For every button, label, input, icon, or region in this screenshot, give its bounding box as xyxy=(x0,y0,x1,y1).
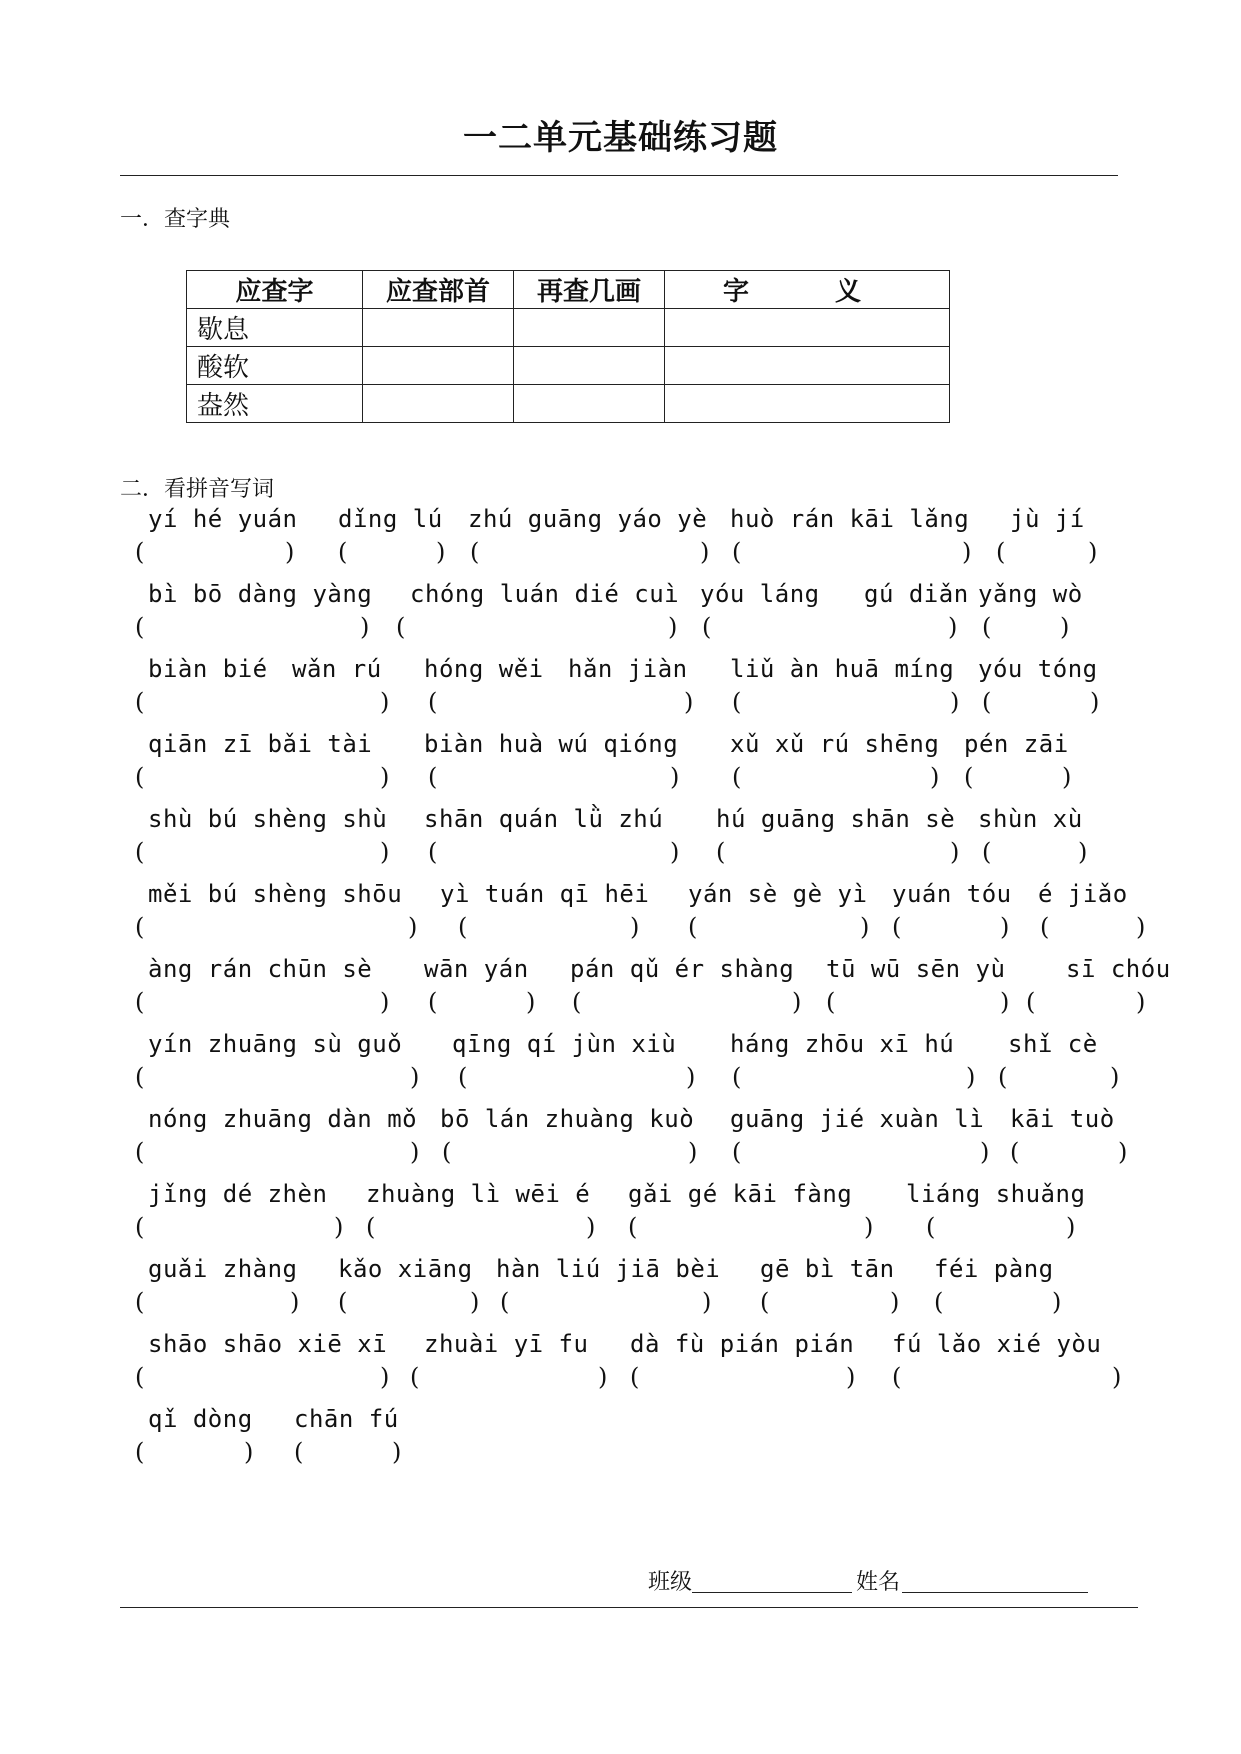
header-strokes: 再查几画 xyxy=(514,271,665,309)
pinyin-word: wān yán xyxy=(424,955,529,983)
answer-blank-open: ( xyxy=(1040,913,1050,941)
answer-blank-open: ( xyxy=(892,913,902,941)
answer-blank-close: ) xyxy=(290,1288,300,1316)
answer-blank-close: ) xyxy=(684,688,694,716)
meaning-cell[interactable] xyxy=(665,385,950,423)
header-radical: 应查部首 xyxy=(363,271,514,309)
answer-blank-open: ( xyxy=(716,838,726,866)
pinyin-word: zhuài yī fu xyxy=(424,1330,589,1358)
answer-blank-close: ) xyxy=(1078,838,1088,866)
answer-blank-open: ( xyxy=(630,1363,640,1391)
answer-blank-open: ( xyxy=(996,538,1006,566)
pinyin-word: dǐng lú xyxy=(338,505,443,533)
pinyin-word: guǎi zhàng xyxy=(148,1255,298,1283)
answer-blank-open: ( xyxy=(338,1288,348,1316)
name-label: 姓名 xyxy=(856,1570,901,1595)
pinyin-word: gē bì tān xyxy=(760,1255,895,1283)
answer-blank-close: ) xyxy=(526,988,536,1016)
pinyin-word: biàn huà wú qióng xyxy=(424,730,679,758)
answer-blank-close: ) xyxy=(686,1063,696,1091)
answer-blank-close: ) xyxy=(1136,988,1146,1016)
answer-blank-open: ( xyxy=(982,613,992,641)
answer-blank-close: ) xyxy=(948,613,958,641)
pinyin-word: gǎi gé kāi fàng xyxy=(628,1180,853,1208)
dictionary-table xyxy=(186,270,950,423)
answer-blank-open: ( xyxy=(688,913,698,941)
answer-blank-open: ( xyxy=(135,913,145,941)
radical-cell[interactable] xyxy=(363,385,514,423)
dictionary-table-header-row xyxy=(187,271,950,309)
answer-blank-open: ( xyxy=(892,1363,902,1391)
pinyin-word: hǎn jiàn xyxy=(568,655,688,683)
answer-blank-close: ) xyxy=(380,763,390,791)
pinyin-word: zhuàng lì wēi é xyxy=(366,1180,591,1208)
answer-blank-open: ( xyxy=(135,1063,145,1091)
pinyin-word: zhú guāng yáo yè xyxy=(468,505,708,533)
word-cell: 歇息 xyxy=(187,309,363,347)
answer-blank-close: ) xyxy=(630,913,640,941)
answer-blank-open: ( xyxy=(135,763,145,791)
answer-blank-open: ( xyxy=(1010,1138,1020,1166)
pinyin-word: fú lǎo xié yòu xyxy=(892,1330,1102,1358)
pinyin-word: tū wū sēn yù xyxy=(826,955,1006,983)
answer-blank-open: ( xyxy=(732,1063,742,1091)
answer-blank-close: ) xyxy=(598,1363,608,1391)
pinyin-word: yán sè gè yì xyxy=(688,880,868,908)
answer-blank-close: ) xyxy=(962,538,972,566)
answer-blank-open: ( xyxy=(338,538,348,566)
answer-blank-open: ( xyxy=(760,1288,770,1316)
pinyin-word: shùn xù xyxy=(978,805,1083,833)
class-blank-line[interactable] xyxy=(692,1592,852,1593)
answer-blank-open: ( xyxy=(135,1138,145,1166)
pinyin-word: měi bú shèng shōu xyxy=(148,880,403,908)
answer-blank-close: ) xyxy=(1136,913,1146,941)
answer-blank-close: ) xyxy=(950,688,960,716)
answer-blank-open: ( xyxy=(135,1288,145,1316)
answer-blank-close: ) xyxy=(408,913,418,941)
answer-blank-open: ( xyxy=(732,538,742,566)
pinyin-word: háng zhōu xī hú xyxy=(730,1030,955,1058)
pinyin-word: pén zāi xyxy=(964,730,1069,758)
answer-blank-close: ) xyxy=(890,1288,900,1316)
pinyin-word: liǔ àn huā míng xyxy=(730,655,955,683)
answer-blank-close: ) xyxy=(1000,988,1010,1016)
pinyin-word: yóu tóng xyxy=(978,655,1098,683)
answer-blank-close: ) xyxy=(1088,538,1098,566)
pinyin-word: dà fù pián pián xyxy=(630,1330,855,1358)
pinyin-word: pán qǔ ér shàng xyxy=(570,955,795,983)
meaning-cell[interactable] xyxy=(665,347,950,385)
answer-blank-close: ) xyxy=(1112,1363,1122,1391)
answer-blank-close: ) xyxy=(586,1213,596,1241)
answer-blank-open: ( xyxy=(458,913,468,941)
strokes-cell[interactable] xyxy=(514,385,665,423)
answer-blank-open: ( xyxy=(428,838,438,866)
pinyin-word: kāi tuò xyxy=(1010,1105,1115,1133)
answer-blank-close: ) xyxy=(392,1438,402,1466)
answer-blank-close: ) xyxy=(668,613,678,641)
pinyin-word: yí hé yuán xyxy=(148,505,298,533)
section-pinyin-heading: 二．看拼音写词 xyxy=(120,477,275,502)
pinyin-word: bì bō dàng yàng xyxy=(148,580,373,608)
pinyin-word: qīng qí jùn xiù xyxy=(452,1030,677,1058)
answer-blank-open: ( xyxy=(294,1438,304,1466)
answer-blank-close: ) xyxy=(380,988,390,1016)
pinyin-word: àng rán chūn sè xyxy=(148,955,373,983)
answer-blank-open: ( xyxy=(470,538,480,566)
answer-blank-close: ) xyxy=(670,763,680,791)
answer-blank-close: ) xyxy=(1066,1213,1076,1241)
answer-blank-close: ) xyxy=(1110,1063,1120,1091)
pinyin-word: liáng shuǎng xyxy=(906,1180,1086,1208)
answer-blank-open: ( xyxy=(428,988,438,1016)
answer-blank-close: ) xyxy=(1090,688,1100,716)
pinyin-word: jǐng dé zhèn xyxy=(148,1180,328,1208)
answer-blank-close: ) xyxy=(950,838,960,866)
answer-blank-close: ) xyxy=(1118,1138,1128,1166)
answer-blank-close: ) xyxy=(380,688,390,716)
answer-blank-open: ( xyxy=(732,688,742,716)
pinyin-word: qiān zī bǎi tài xyxy=(148,730,373,758)
answer-blank-close: ) xyxy=(702,1288,712,1316)
section-dictionary-heading: 一．查字典 xyxy=(120,207,231,232)
answer-blank-open: ( xyxy=(135,988,145,1016)
answer-blank-close: ) xyxy=(380,1363,390,1391)
answer-blank-close: ) xyxy=(380,838,390,866)
answer-blank-close: ) xyxy=(688,1138,698,1166)
pinyin-word: yǎng wò xyxy=(978,580,1083,608)
answer-blank-open: ( xyxy=(135,688,145,716)
answer-blank-open: ( xyxy=(628,1213,638,1241)
answer-blank-open: ( xyxy=(500,1288,510,1316)
answer-blank-open: ( xyxy=(396,613,406,641)
header-character: 应查字 xyxy=(187,271,363,309)
radical-cell[interactable] xyxy=(363,347,514,385)
pinyin-word: biàn bié xyxy=(148,655,268,683)
pinyin-word: shǐ cè xyxy=(1008,1030,1098,1058)
answer-blank-open: ( xyxy=(998,1063,1008,1091)
answer-blank-close: ) xyxy=(966,1063,976,1091)
table-row xyxy=(187,309,950,347)
header-meaning: 字 义 xyxy=(665,271,950,309)
pinyin-word: hú guāng shān sè xyxy=(716,805,956,833)
pinyin-word: yín zhuāng sù guǒ xyxy=(148,1030,403,1058)
pinyin-word: kǎo xiāng xyxy=(338,1255,473,1283)
answer-blank-open: ( xyxy=(982,688,992,716)
pinyin-word: huò rán kāi lǎng xyxy=(730,505,970,533)
word-cell: 盎然 xyxy=(187,385,363,423)
class-label: 班级 xyxy=(648,1570,693,1595)
radical-cell[interactable] xyxy=(363,309,514,347)
answer-blank-close: ) xyxy=(410,1138,420,1166)
answer-blank-open: ( xyxy=(732,763,742,791)
answer-blank-close: ) xyxy=(470,1288,480,1316)
answer-blank-open: ( xyxy=(410,1363,420,1391)
answer-blank-close: ) xyxy=(846,1363,856,1391)
answer-blank-open: ( xyxy=(702,613,712,641)
answer-blank-open: ( xyxy=(428,763,438,791)
pinyin-word: gú diǎn xyxy=(864,580,969,608)
answer-blank-close: ) xyxy=(860,913,870,941)
pinyin-word: féi pàng xyxy=(934,1255,1054,1283)
answer-blank-open: ( xyxy=(826,988,836,1016)
answer-blank-open: ( xyxy=(442,1138,452,1166)
answer-blank-open: ( xyxy=(926,1213,936,1241)
answer-blank-open: ( xyxy=(135,838,145,866)
answer-blank-open: ( xyxy=(934,1288,944,1316)
answer-blank-open: ( xyxy=(366,1213,376,1241)
answer-blank-close: ) xyxy=(410,1063,420,1091)
pinyin-word: shù bú shèng shù xyxy=(148,805,388,833)
pinyin-word: xǔ xǔ rú shēng xyxy=(730,730,940,758)
strokes-cell[interactable] xyxy=(514,309,665,347)
answer-blank-close: ) xyxy=(436,538,446,566)
pinyin-word: hóng wěi xyxy=(424,655,544,683)
answer-blank-close: ) xyxy=(1060,613,1070,641)
table-row xyxy=(187,385,950,423)
title-divider xyxy=(120,175,1118,176)
answer-blank-open: ( xyxy=(135,1438,145,1466)
pinyin-word: qǐ dòng xyxy=(148,1405,253,1433)
answer-blank-close: ) xyxy=(930,763,940,791)
answer-blank-open: ( xyxy=(458,1063,468,1091)
answer-blank-open: ( xyxy=(964,763,974,791)
pinyin-word: yóu láng xyxy=(700,580,820,608)
pinyin-word: chān fú xyxy=(294,1405,399,1433)
table-row xyxy=(187,347,950,385)
pinyin-word: yuán tóu xyxy=(892,880,1012,908)
answer-blank-close: ) xyxy=(334,1213,344,1241)
pinyin-word: nóng zhuāng dàn mǒ xyxy=(148,1105,418,1133)
footer-divider xyxy=(120,1607,1138,1608)
meaning-cell[interactable] xyxy=(665,309,950,347)
pinyin-word: jù jí xyxy=(1010,505,1085,533)
answer-blank-open: ( xyxy=(732,1138,742,1166)
answer-blank-open: ( xyxy=(135,1363,145,1391)
answer-blank-close: ) xyxy=(1052,1288,1062,1316)
strokes-cell[interactable] xyxy=(514,347,665,385)
answer-blank-close: ) xyxy=(700,538,710,566)
answer-blank-open: ( xyxy=(572,988,582,1016)
answer-blank-close: ) xyxy=(285,538,295,566)
answer-blank-open: ( xyxy=(135,1213,145,1241)
pinyin-word: é jiǎo xyxy=(1038,880,1128,908)
answer-blank-open: ( xyxy=(135,613,145,641)
pinyin-word: wǎn rú xyxy=(292,655,382,683)
name-blank-line[interactable] xyxy=(902,1592,1088,1593)
pinyin-word: bō lán zhuàng kuò xyxy=(440,1105,695,1133)
answer-blank-close: ) xyxy=(1062,763,1072,791)
answer-blank-open: ( xyxy=(135,538,145,566)
pinyin-word: chóng luán dié cuì xyxy=(410,580,680,608)
answer-blank-close: ) xyxy=(864,1213,874,1241)
answer-blank-close: ) xyxy=(1000,913,1010,941)
answer-blank-open: ( xyxy=(1026,988,1036,1016)
pinyin-word: shān quán lǜ zhú xyxy=(424,805,664,833)
pinyin-word: shāo shāo xiē xī xyxy=(148,1330,388,1358)
answer-blank-open: ( xyxy=(428,688,438,716)
answer-blank-close: ) xyxy=(980,1138,990,1166)
pinyin-word: guāng jié xuàn lì xyxy=(730,1105,985,1133)
answer-blank-close: ) xyxy=(244,1438,254,1466)
answer-blank-close: ) xyxy=(792,988,802,1016)
word-cell: 酸软 xyxy=(187,347,363,385)
pinyin-word: yì tuán qī hēi xyxy=(440,880,650,908)
page-title: 一二单元基础练习题 xyxy=(463,118,778,158)
answer-blank-close: ) xyxy=(670,838,680,866)
answer-blank-close: ) xyxy=(360,613,370,641)
pinyin-word: sī chóu xyxy=(1066,955,1171,983)
answer-blank-open: ( xyxy=(982,838,992,866)
pinyin-word: hàn liú jiā bèi xyxy=(496,1255,721,1283)
